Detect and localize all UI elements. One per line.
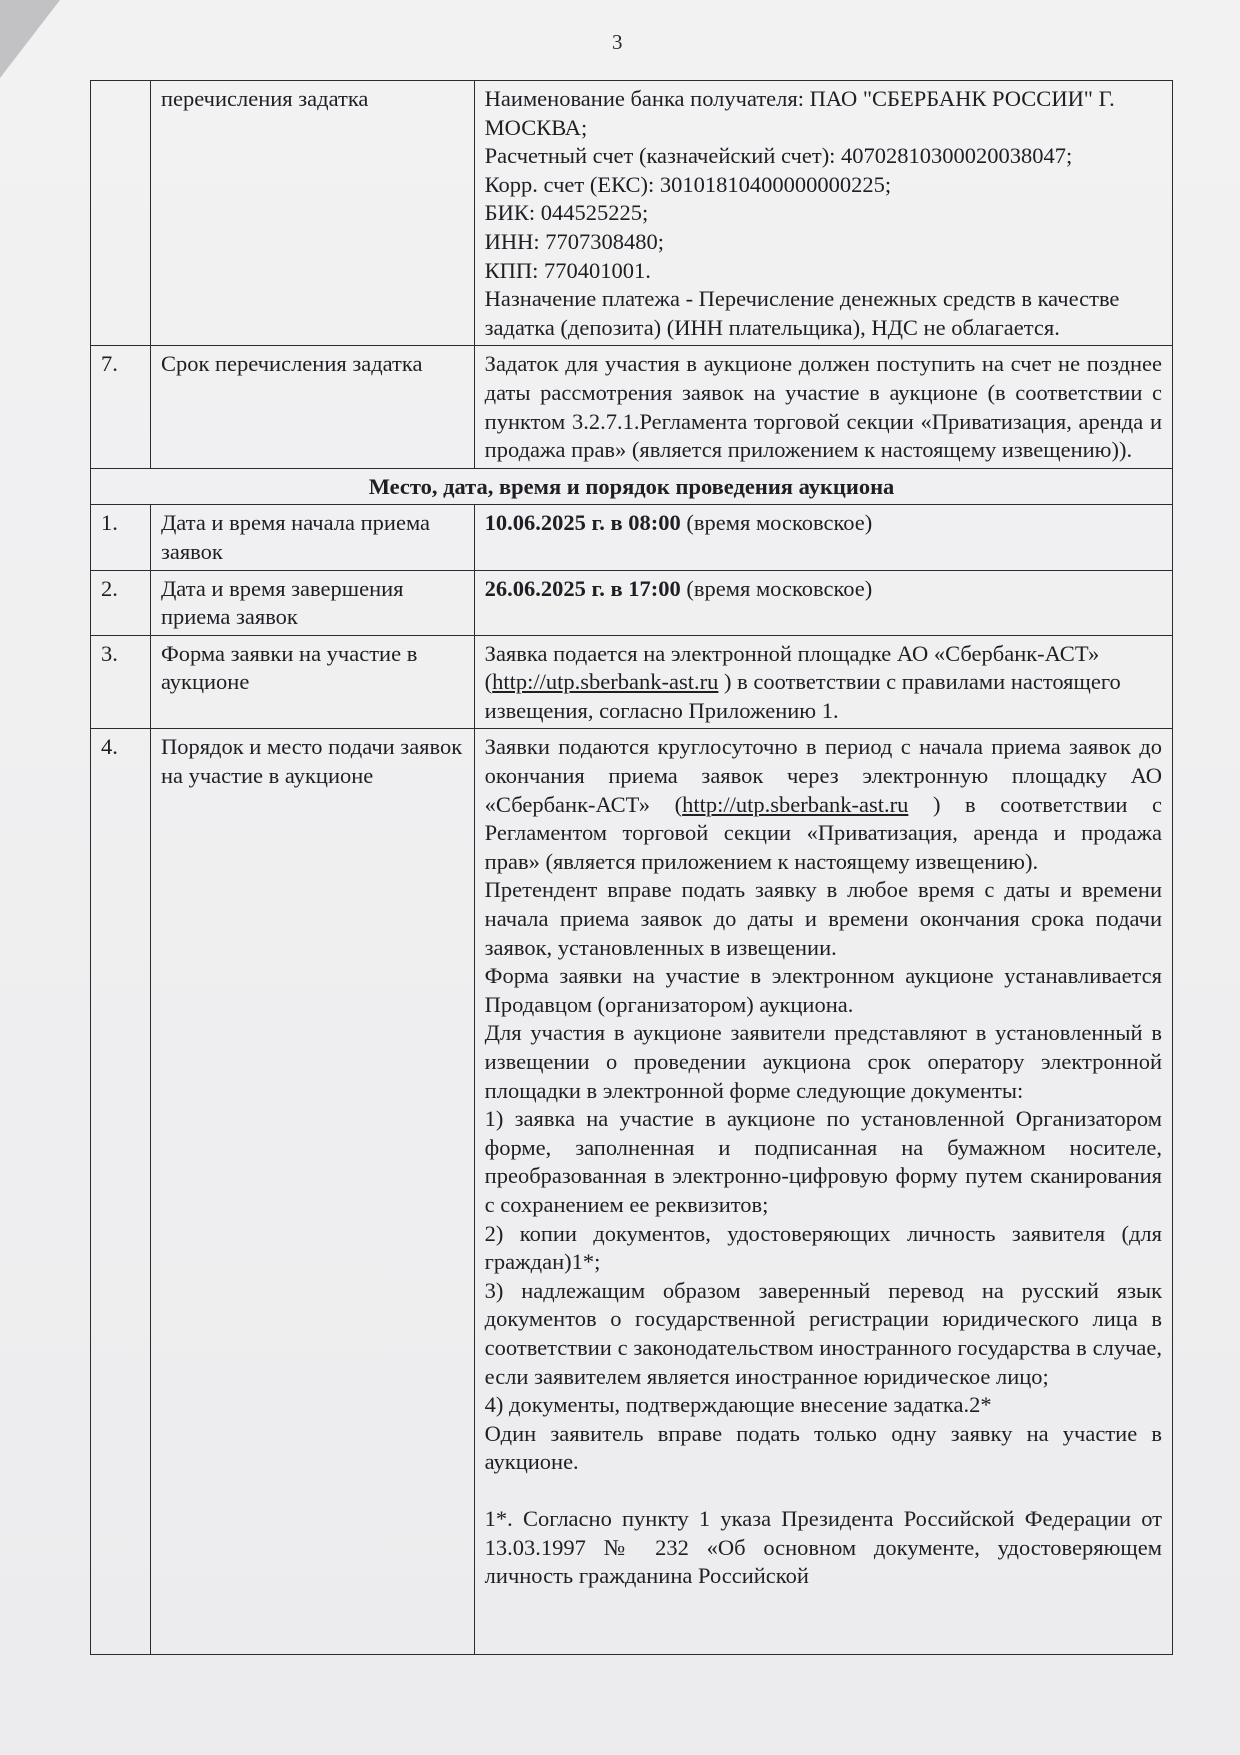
- list-item: 3) надлежащим образом заверенный перевод на русский язык документов о государственной регистрации юридического лица в соответствии с законодательством иностранного государства в случае, если заявителем является иностранное юридическое лицо;: [484, 1277, 1162, 1389]
- sberbank-ast-link[interactable]: http://utp.sberbank-ast.ru: [682, 791, 909, 817]
- list-item: 1) заявка на участие в аукционе по установленной Организатором форме, заполненная и подписанная на бумажном носителе, преобразованная в электронно-цифровую форму путем сканирования с сохранением ее реквизитов;: [484, 1106, 1162, 1217]
- paragraph: [485, 733, 1162, 876]
- row-label: Дата и время завершения приема заявок: [150, 570, 474, 635]
- timezone-note: (время московское): [680, 510, 873, 536]
- text-before-link: Заявка подается на электронной площадке АО «Сбербанк-АСТ» (: [484, 640, 1100, 695]
- row-number: 2.: [91, 570, 151, 635]
- row-value: [474, 505, 1172, 570]
- bank-name-line: Наименование банка получателя: ПАО "СБЕРБАНК РОССИИ" Г. МОСКВА;: [484, 86, 1115, 140]
- table-row-application-form: [91, 635, 1173, 729]
- table-row-section-header: [91, 468, 1173, 505]
- text-after-link: ) в соответствии с Регламентом торговой секции «Приватизация, аренда и продажа прав» (является приложением к настоящему извещению).: [484, 791, 1162, 874]
- table-row-end-date: [91, 570, 1173, 635]
- auction-notice-table: [90, 80, 1173, 1655]
- row-value: Задаток для участия в аукционе должен поступить на счет не позднее даты рассмотрения заявок на участие в аукционе (в соответствии с пунктом 3.2.7.1.Регламента торговой секции «Приватизация, аренда и продажа прав» (является приложением к настоящему извещению)).: [474, 346, 1172, 468]
- section-title: Место, дата, время и порядок проведения аукциона: [91, 468, 1173, 505]
- row-label: Форма заявки на участие в аукционе: [150, 635, 474, 729]
- list-item: 2) копии документов, удостоверяющих личность заявителя (для граждан)1*;: [484, 1220, 1162, 1275]
- row-label: Срок перечисления задатка: [150, 346, 474, 468]
- row-label: Порядок и место подачи заявок на участие в аукционе: [150, 729, 474, 1655]
- row-number: [91, 81, 151, 346]
- payment-details: [474, 81, 1172, 346]
- table-row-start-date: [91, 505, 1173, 570]
- sberbank-ast-link[interactable]: http://utp.sberbank-ast.ru: [492, 669, 719, 695]
- corr-account-line: Корр. счет (ЕКС): 30101810400000000225;: [484, 171, 892, 197]
- kpp-line: КПП: 770401001.: [484, 257, 651, 283]
- payment-purpose-line: Назначение платежа - Перечисление денежных средств в качестве задатка (депозита) (ИНН плательщика), НДС не облагается.: [484, 286, 1120, 340]
- row-number: 4.: [91, 729, 151, 1655]
- paragraph: Претендент вправе подать заявку в любое время с даты и времени начала приема заявок до даты и времени окончания срока подачи заявок, установленных в извещении.: [484, 877, 1162, 960]
- bik-line: БИК: 044525225;: [484, 200, 649, 226]
- list-item: 4) документы, подтверждающие внесение задатка.2*: [484, 1392, 992, 1418]
- inn-line: ИНН: 7707308480;: [484, 228, 665, 254]
- paragraph: Один заявитель вправе подать только одну заявку на участие в аукционе.: [484, 1420, 1162, 1475]
- row-value: [474, 635, 1172, 729]
- table-row-payment-details: [91, 81, 1173, 346]
- row-value: [474, 729, 1172, 1655]
- end-datetime: 26.06.2025 г. в 17:00: [484, 575, 681, 601]
- row-label: перечисления задатка: [150, 81, 474, 346]
- paragraph: Форма заявки на участие в электронном аукционе устанавливается Продавцом (организатором) аукциона.: [484, 963, 1162, 1017]
- text-before-link: Заявки подаются круглосуточно в период с начала приема заявок до окончания приема заявок через электронную площадку АО «Сбербанк-АСТ» (: [484, 734, 1162, 817]
- row-label: Дата и время начала приема заявок: [150, 505, 474, 570]
- page-number: 3: [612, 30, 623, 54]
- paragraph: Для участия в аукционе заявители представляют в установленный в извещении о проведении аукциона срок оператору электронной площадки в электронной форме следующие документы:: [484, 1020, 1162, 1103]
- row-number: 1.: [91, 505, 151, 570]
- row-number: 7.: [91, 346, 151, 468]
- footnote: 1*. Согласно пункту 1 указа Президента Российской Федерации от 13.03.1997 № 232 «Об основном документе, удостоверяющем личность гражданина Российской: [484, 1505, 1162, 1589]
- start-datetime: 10.06.2025 г. в 08:00: [484, 510, 681, 536]
- table-row-application-procedure: [91, 729, 1173, 1655]
- table-row-deposit-term: [91, 346, 1173, 468]
- timezone-note: (время московское): [680, 575, 873, 601]
- row-value: [474, 570, 1172, 635]
- row-number: 3.: [91, 635, 151, 729]
- account-line: Расчетный счет (казначейский счет): 40702810300020038047;: [484, 143, 1073, 169]
- text-after-link: ) в соответствии с правилами настоящего извещения, согласно Приложению 1.: [484, 669, 1121, 723]
- folded-corner: [0, 0, 60, 78]
